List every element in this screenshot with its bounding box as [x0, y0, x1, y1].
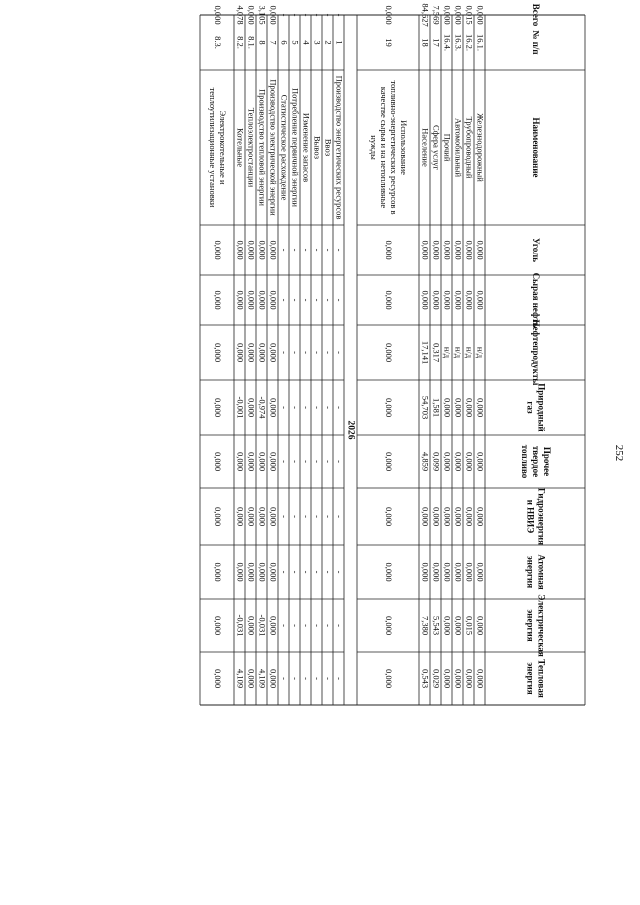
bottom-value: 0,000 — [246, 668, 257, 689]
top-value: 0,000 — [442, 451, 453, 472]
top-value: 0,000 — [464, 562, 475, 582]
top-value: 0,000 — [453, 397, 464, 418]
header-col-5: и НВИЭ — [525, 499, 536, 534]
top-name: Использование — [399, 120, 410, 175]
top-name: Население — [420, 128, 431, 167]
top-value: 0,000 — [442, 668, 453, 689]
bottom-name: Изменение запасов — [301, 112, 312, 183]
bottom-value: - — [301, 351, 312, 354]
top-value: 0,000 — [431, 506, 442, 527]
bottom-value: 0,000 — [213, 668, 224, 689]
header-col-9: Всего — [530, 3, 541, 27]
bottom-value: 0,000 — [213, 506, 224, 527]
header-col-6: Атомная — [536, 554, 547, 590]
bottom-value: - — [334, 624, 345, 627]
bottom-name: Производство энергетических ресурсов — [334, 75, 345, 220]
bottom-value: 0,000 — [246, 240, 257, 260]
top-name: Трубопроводный — [464, 116, 475, 179]
bottom-value: 3,105 — [257, 5, 268, 25]
bottom-value: - — [279, 515, 290, 518]
bottom-value: -0,974 — [257, 396, 268, 419]
bottom-name: Производство электрической энергии — [268, 79, 279, 216]
bottom-value: 4,109 — [257, 668, 268, 689]
bottom-name: Производство тепловой энергии — [257, 89, 268, 206]
bottom-value: - — [334, 351, 345, 354]
bottom-value: 0,000 — [257, 290, 268, 310]
bottom-value: - — [290, 460, 301, 463]
top-value: 7,569 — [431, 5, 442, 25]
bottom-value: - — [279, 298, 290, 302]
top-value: 0,000 — [475, 506, 486, 527]
top-value: 0,000 — [453, 451, 464, 472]
header-col-7: Электрическая — [536, 594, 547, 657]
top-value: 0,000 — [475, 668, 486, 689]
bottom-value: - — [290, 406, 301, 409]
bottom-name: Котельные — [235, 127, 246, 168]
top-value: 17,141 — [420, 340, 431, 365]
bottom-value: 0,000 — [257, 240, 268, 260]
bottom-value: 0,000 — [268, 615, 279, 636]
bottom-value: - — [301, 248, 312, 252]
bottom-value: - — [323, 351, 334, 354]
top-value: 0,029 — [431, 668, 442, 689]
header-col-5: Гидроэнергия — [536, 488, 547, 545]
top-value: 0,000 — [475, 5, 486, 25]
top-value: 0,000 — [431, 240, 442, 260]
bottom-value: 0,000 — [235, 451, 246, 472]
bottom-name: Ввоз — [323, 138, 334, 157]
top-value: 0,015 — [464, 5, 475, 25]
top-value: 0,000 — [475, 397, 486, 418]
bottom-name: Вывоз — [312, 136, 323, 159]
top-value: 0,000 — [431, 562, 442, 582]
top-num: 16.4. — [442, 34, 453, 51]
bottom-value: - — [279, 248, 290, 252]
top-name: качестве сырья и на нетопливные — [379, 86, 390, 209]
top-value: 0,000 — [384, 562, 395, 582]
bottom-name: Статистическое расхождение — [279, 94, 290, 201]
bottom-value: - — [301, 13, 312, 17]
bottom-value: - — [301, 406, 312, 409]
bottom-value: 4,078 — [235, 5, 246, 25]
bottom-value: - — [323, 570, 334, 574]
bottom-value: 0,000 — [268, 562, 279, 582]
header-col-4: топливо — [519, 444, 530, 479]
bottom-value: - — [290, 570, 301, 574]
top-value: 0,000 — [464, 240, 475, 260]
bottom-num: 8.1. — [246, 36, 257, 49]
header-col-0: Уголь — [530, 238, 541, 262]
top-value: 0,000 — [464, 397, 475, 418]
bottom-value: - — [279, 677, 290, 680]
top-value: 54,703 — [420, 395, 431, 420]
top-value: 0,000 — [442, 5, 453, 25]
bottom-value: - — [312, 677, 323, 680]
bottom-value: 0,000 — [268, 290, 279, 310]
top-value: 0,099 — [431, 451, 442, 472]
bottom-value: - — [323, 406, 334, 409]
bottom-value: - — [334, 248, 345, 252]
top-num: 18 — [420, 38, 431, 47]
bottom-value: - — [323, 515, 334, 518]
top-value: н/д — [442, 346, 453, 359]
bottom-value: -0,031 — [257, 614, 268, 637]
bottom-value: - — [334, 570, 345, 574]
bottom-value: 0,000 — [246, 5, 257, 25]
top-value: 4,859 — [420, 451, 431, 472]
top-value: 0,000 — [453, 290, 464, 310]
bottom-value: - — [301, 298, 312, 302]
top-value: 0,000 — [384, 342, 395, 363]
bottom-value: - — [290, 624, 301, 627]
bottom-value: 0,000 — [268, 240, 279, 260]
header-col-4: Прочее — [541, 446, 552, 477]
top-value: 0,000 — [475, 451, 486, 472]
bottom-name: Теплоэлектростанции — [246, 107, 257, 188]
bottom-value: - — [279, 13, 290, 17]
bottom-value: 0,000 — [268, 451, 279, 472]
top-value: 0,000 — [453, 615, 464, 636]
bottom-value: -0,001 — [235, 396, 246, 419]
bottom-value: - — [334, 460, 345, 463]
bottom-value: - — [279, 460, 290, 463]
bottom-value: -0,031 — [235, 614, 246, 637]
top-value: 0,543 — [420, 668, 431, 689]
header-col-1: Сырая нефть — [530, 272, 541, 328]
top-value: 0,000 — [464, 290, 475, 310]
top-value: 0,000 — [442, 615, 453, 636]
top-value: 0,000 — [475, 562, 486, 582]
bottom-value: 0,000 — [213, 5, 224, 25]
top-value: 0,000 — [431, 290, 442, 310]
top-name: Сфера услуг — [431, 124, 442, 171]
header-col-3: газ — [525, 401, 536, 414]
page-number: 252 — [613, 444, 625, 462]
bottom-name: Электрокотельные и — [218, 110, 229, 185]
bottom-value: - — [323, 298, 334, 302]
top-value: н/д — [475, 346, 486, 359]
bottom-value: 0,000 — [235, 506, 246, 527]
bottom-value: - — [312, 13, 323, 17]
bottom-value: - — [301, 677, 312, 680]
top-value: 0,000 — [384, 397, 395, 418]
top-value: 0,000 — [475, 240, 486, 260]
bottom-value: - — [312, 298, 323, 302]
bottom-value: - — [334, 406, 345, 409]
bottom-value: 0,000 — [213, 342, 224, 363]
bottom-value: 0,000 — [235, 290, 246, 310]
top-value: 0,000 — [442, 290, 453, 310]
bottom-value: 0,000 — [268, 668, 279, 689]
header-col-8: энергия — [525, 662, 536, 695]
top-value: 0,015 — [464, 615, 475, 636]
top-value: 7,380 — [420, 615, 431, 636]
bottom-value: 0,000 — [257, 506, 268, 527]
header-col-2: Нефтепродукты — [530, 319, 541, 386]
energy-balance-table — [200, 3, 585, 705]
bottom-value: 0,000 — [268, 506, 279, 527]
bottom-value: 0,000 — [235, 562, 246, 582]
top-value: 0,000 — [420, 290, 431, 310]
top-value: 0,000 — [475, 615, 486, 636]
top-value: 0,000 — [384, 240, 395, 260]
bottom-value: - — [312, 624, 323, 627]
top-value: 0,000 — [384, 506, 395, 527]
bottom-value: - — [312, 406, 323, 409]
top-value: 0,000 — [464, 451, 475, 472]
bottom-value: - — [290, 13, 301, 17]
top-value: 0,000 — [442, 562, 453, 582]
bottom-value: - — [279, 351, 290, 354]
bottom-value: - — [323, 460, 334, 463]
bottom-value: - — [290, 677, 301, 680]
top-value: 0,000 — [384, 668, 395, 689]
top-value: 0,000 — [453, 240, 464, 260]
bottom-name: Потребление первичной энергии — [290, 88, 301, 207]
top-value: 0,000 — [464, 506, 475, 527]
bottom-value: - — [334, 515, 345, 518]
top-value: 0,000 — [453, 562, 464, 582]
bottom-value: - — [312, 248, 323, 252]
top-num: 16.2. — [464, 34, 475, 51]
header-name: Наименование — [530, 117, 541, 178]
top-value: 0,000 — [420, 240, 431, 260]
top-num: 16.3. — [453, 34, 464, 51]
top-value: 0,000 — [384, 451, 395, 472]
bottom-value: - — [290, 515, 301, 518]
bottom-value: 0,000 — [213, 562, 224, 582]
bottom-value: 0,000 — [213, 290, 224, 310]
top-value: 0,000 — [453, 506, 464, 527]
bottom-value: 0,000 — [246, 290, 257, 310]
bottom-value: - — [279, 406, 290, 409]
top-name: Автомобильный — [453, 117, 464, 178]
bottom-value: - — [323, 13, 334, 17]
bottom-value: - — [279, 624, 290, 627]
bottom-value: 0,000 — [246, 615, 257, 636]
bottom-value: - — [290, 248, 301, 252]
top-value: 1,581 — [431, 397, 442, 418]
top-name: Прочий — [442, 133, 453, 162]
top-name: нужды — [369, 135, 380, 160]
bottom-value: 0,000 — [268, 397, 279, 418]
bottom-value: - — [312, 351, 323, 354]
bottom-value: 0,000 — [268, 342, 279, 363]
top-value: н/д — [464, 346, 475, 359]
header-col-6: энергия — [525, 555, 536, 589]
bottom-num: 6 — [279, 40, 290, 45]
bottom-value: - — [301, 624, 312, 627]
bottom-num: 1 — [334, 40, 345, 45]
bottom-num: 8.2. — [235, 36, 246, 49]
bottom-value: - — [334, 13, 345, 17]
bottom-value: 0,000 — [268, 5, 279, 25]
top-value: 0,000 — [384, 615, 395, 636]
bottom-value: 0,000 — [235, 240, 246, 260]
top-value: 0,000 — [384, 290, 395, 310]
top-value: 0,000 — [442, 397, 453, 418]
bottom-value: - — [301, 460, 312, 463]
bottom-value: 0,000 — [257, 342, 268, 363]
bottom-value: 0,000 — [213, 240, 224, 260]
header-col-8: Тепловая — [536, 659, 547, 698]
top-num: 16.1. — [475, 34, 486, 51]
bottom-num: 8.3. — [213, 36, 224, 49]
top-value: 0,000 — [442, 240, 453, 260]
header-col-4: твердое — [530, 445, 541, 478]
bottom-num: 5 — [290, 40, 301, 45]
top-value: 0,000 — [420, 506, 431, 527]
bottom-value: 0,000 — [257, 451, 268, 472]
top-num: 19 — [384, 38, 395, 47]
bottom-value: - — [323, 248, 334, 252]
header-col-3: Природный — [536, 383, 547, 432]
top-value: 5,543 — [431, 615, 442, 636]
bottom-value: - — [312, 515, 323, 518]
top-value: 0,000 — [453, 5, 464, 25]
bottom-value: - — [334, 677, 345, 680]
section-year: 2026 — [345, 420, 356, 440]
bottom-value: 0,000 — [246, 506, 257, 527]
bottom-value: - — [301, 570, 312, 574]
bottom-value: 0,000 — [213, 615, 224, 636]
top-name: Железнодорожный — [475, 113, 486, 182]
bottom-value: 0,000 — [213, 451, 224, 472]
top-value: 0,317 — [431, 342, 442, 363]
top-value: 84,627 — [420, 3, 431, 27]
top-num: 17 — [431, 38, 442, 47]
top-value: 0,000 — [453, 668, 464, 689]
top-value: 0,000 — [442, 506, 453, 527]
bottom-value: 0,000 — [235, 342, 246, 363]
top-name: топливно-энергетических ресурсов в — [389, 80, 400, 215]
top-value: 0,000 — [475, 290, 486, 310]
header-num: № п/п — [530, 30, 541, 55]
bottom-value: - — [323, 624, 334, 627]
top-value: 0,000 — [384, 5, 395, 25]
bottom-value: 4,109 — [235, 668, 246, 689]
bottom-value: 0,000 — [246, 562, 257, 582]
top-value: н/д — [453, 346, 464, 359]
bottom-num: 4 — [301, 40, 312, 45]
bottom-num: 8 — [257, 40, 268, 45]
bottom-value: 0,000 — [246, 451, 257, 472]
header-col-7: энергия — [525, 609, 536, 642]
bottom-value: - — [290, 351, 301, 354]
bottom-name: теплоутилизационные установки — [208, 87, 219, 208]
top-value: 0,000 — [420, 562, 431, 582]
bottom-value: - — [323, 677, 334, 680]
table-cells — [208, 3, 552, 698]
bottom-num: 7 — [268, 40, 279, 45]
bottom-value: - — [290, 298, 301, 302]
bottom-num: 3 — [312, 40, 323, 45]
top-value: 0,000 — [464, 668, 475, 689]
bottom-value: 0,000 — [246, 342, 257, 363]
bottom-value: 0,000 — [246, 397, 257, 418]
bottom-value: 0,000 — [257, 562, 268, 582]
bottom-value: 0,000 — [213, 397, 224, 418]
bottom-num: 2 — [323, 40, 334, 45]
bottom-value: - — [312, 460, 323, 463]
bottom-value: - — [334, 298, 345, 302]
bottom-value: - — [279, 570, 290, 574]
bottom-value: - — [312, 570, 323, 574]
bottom-value: - — [301, 515, 312, 518]
